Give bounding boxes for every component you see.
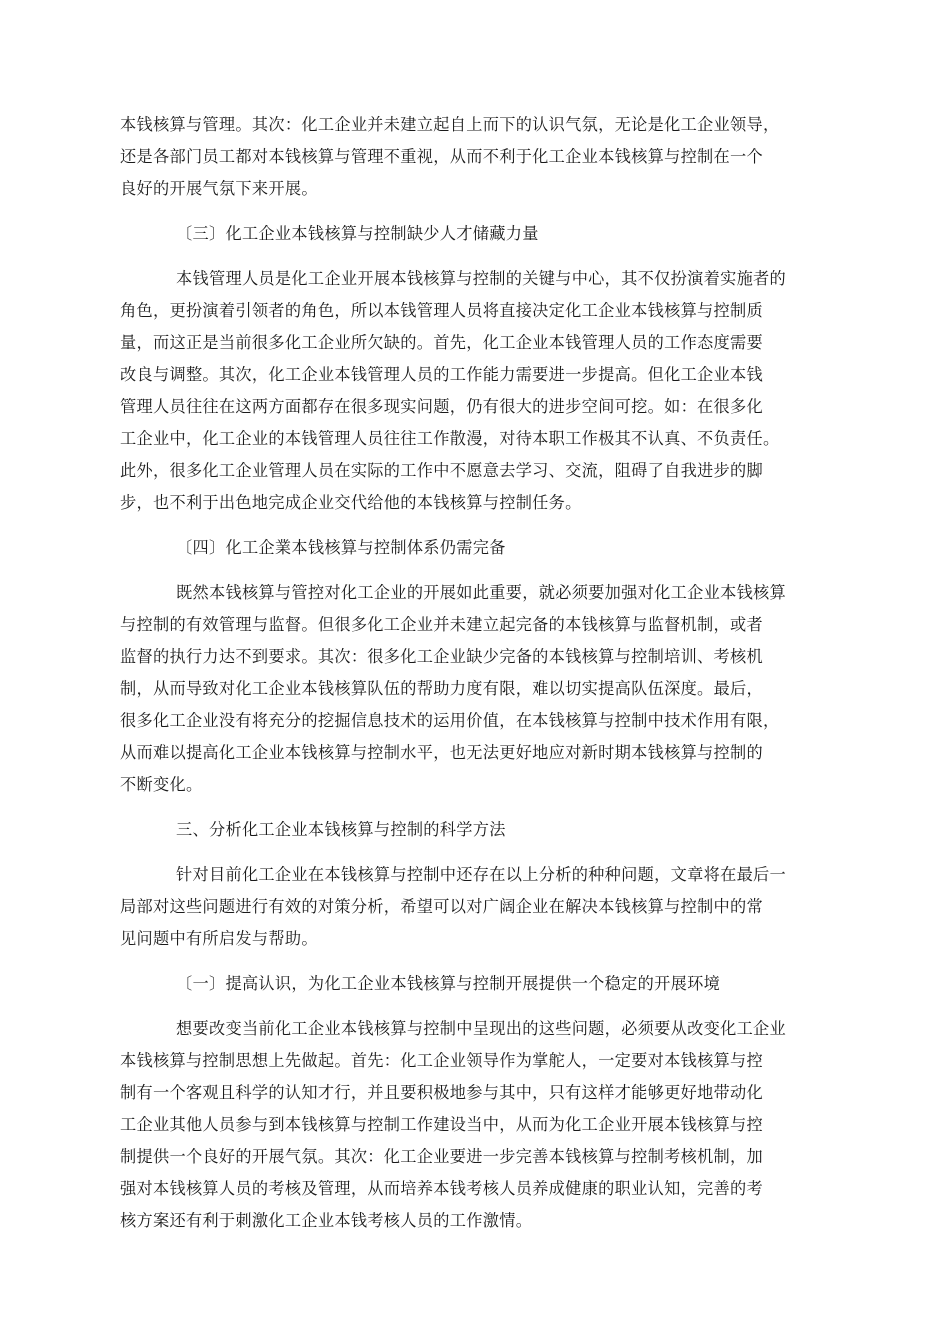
- text-line: 强对本钱核算人员的考核及管理，从而培养本钱考核人员养成健康的职业认知，完善的考: [120, 1179, 764, 1198]
- text-line: 监督的执行力达不到要求。其次：很多化工企业缺少完备的本钱核算与控制培训、考核机: [120, 647, 764, 666]
- text-line: 良好的开展气氛下来开展。: [120, 179, 318, 198]
- text-line: 与控制的有效管理与监督。但很多化工企业并未建立起完备的本钱核算与监督机制，或者: [120, 615, 764, 634]
- text-line: 核方案还有利于刺激化工企业本钱考核人员的工作激情。: [120, 1211, 533, 1230]
- text-line: 改良与调整。其次，化工企业本钱管理人员的工作能力需要进一步提高。但化工企业本钱: [120, 365, 764, 384]
- text-line: 制有一个客观且科学的认知才行，并且要积极地参与其中，只有这样才能够更好地带动化: [120, 1083, 764, 1102]
- text-line: 制，从而导致对化工企业本钱核算队伍的帮助力度有限，难以切实提高队伍深度。最后，: [120, 679, 764, 698]
- text-line: 角色，更扮演着引领者的角色，所以本钱管理人员将直接决定化工企业本钱核算与控制质: [120, 301, 764, 320]
- text-line: 从而难以提高化工企业本钱核算与控制水平，也无法更好地应对新时期本钱核算与控制的: [120, 743, 764, 762]
- section-heading: 三、分析化工企业本钱核算与控制的科学方法: [176, 820, 506, 839]
- text-line: 此外，很多化工企业管理人员在实际的工作中不愿意去学习、交流，阻碍了自我进步的脚: [120, 461, 764, 480]
- text-line: 本钱管理人员是化工企业开展本钱核算与控制的关键与中心，其不仅扮演着实施者的: [176, 269, 787, 288]
- section-heading: 〔四〕化工企業本钱核算与控制体系仍需完备: [176, 538, 506, 557]
- text-line: 很多化工企业没有将充分的挖掘信息技术的运用价值，在本钱核算与控制中技术作用有限，: [120, 711, 780, 730]
- text-line: 制提供一个良好的开展气氛。其次：化工企业要进一步完善本钱核算与控制考核机制，加: [120, 1147, 764, 1166]
- text-line: 想要改变当前化工企业本钱核算与控制中呈现出的这些问题，必须要从改变化工企业: [176, 1019, 787, 1038]
- text-line: 见问题中有所启发与帮助。: [120, 929, 318, 948]
- text-line: 步，也不利于出色地完成企业交代给他的本钱核算与控制任务。: [120, 493, 582, 512]
- section-heading: 〔三〕化工企业本钱核算与控制缺少人才储藏力量: [176, 224, 539, 243]
- text-line: 局部对这些问题进行有效的对策分析，希望可以对广阔企业在解决本钱核算与控制中的常: [120, 897, 764, 916]
- text-line: 不断变化。: [120, 775, 203, 794]
- text-line: 工企业其他人员参与到本钱核算与控制工作建设当中，从而为化工企业开展本钱核算与控: [120, 1115, 764, 1134]
- text-line: 本钱核算与管理。其次：化工企业并未建立起自上而下的认识气氛，无论是化工企业领导，: [120, 115, 780, 134]
- text-line: 还是各部门员工都对本钱核算与管理不重视，从而不利于化工企业本钱核算与控制在一个: [120, 147, 764, 166]
- text-line: 工企业中，化工企业的本钱管理人员往往工作散漫，对待本职工作极其不认真、不负责任。: [120, 429, 780, 448]
- text-line: 本钱核算与控制思想上先做起。首先：化工企业领导作为掌舵人，一定要对本钱核算与控: [120, 1051, 764, 1070]
- text-line: 既然本钱核算与管控对化工企业的开展如此重要，就必须要加强对化工企业本钱核算: [176, 583, 787, 602]
- text-line: 管理人员往往在这两方面都存在很多现实问题，仍有很大的进步空间可挖。如：在很多化: [120, 397, 764, 416]
- text-line: 针对目前化工企业在本钱核算与控制中还存在以上分析的种种问题，文章将在最后一: [176, 865, 787, 884]
- text-line: 量，而这正是当前很多化工企业所欠缺的。首先，化工企业本钱管理人员的工作态度需要: [120, 333, 764, 352]
- section-heading: 〔一〕提高认识，为化工企业本钱核算与控制开展提供一个稳定的开展环境: [176, 974, 721, 993]
